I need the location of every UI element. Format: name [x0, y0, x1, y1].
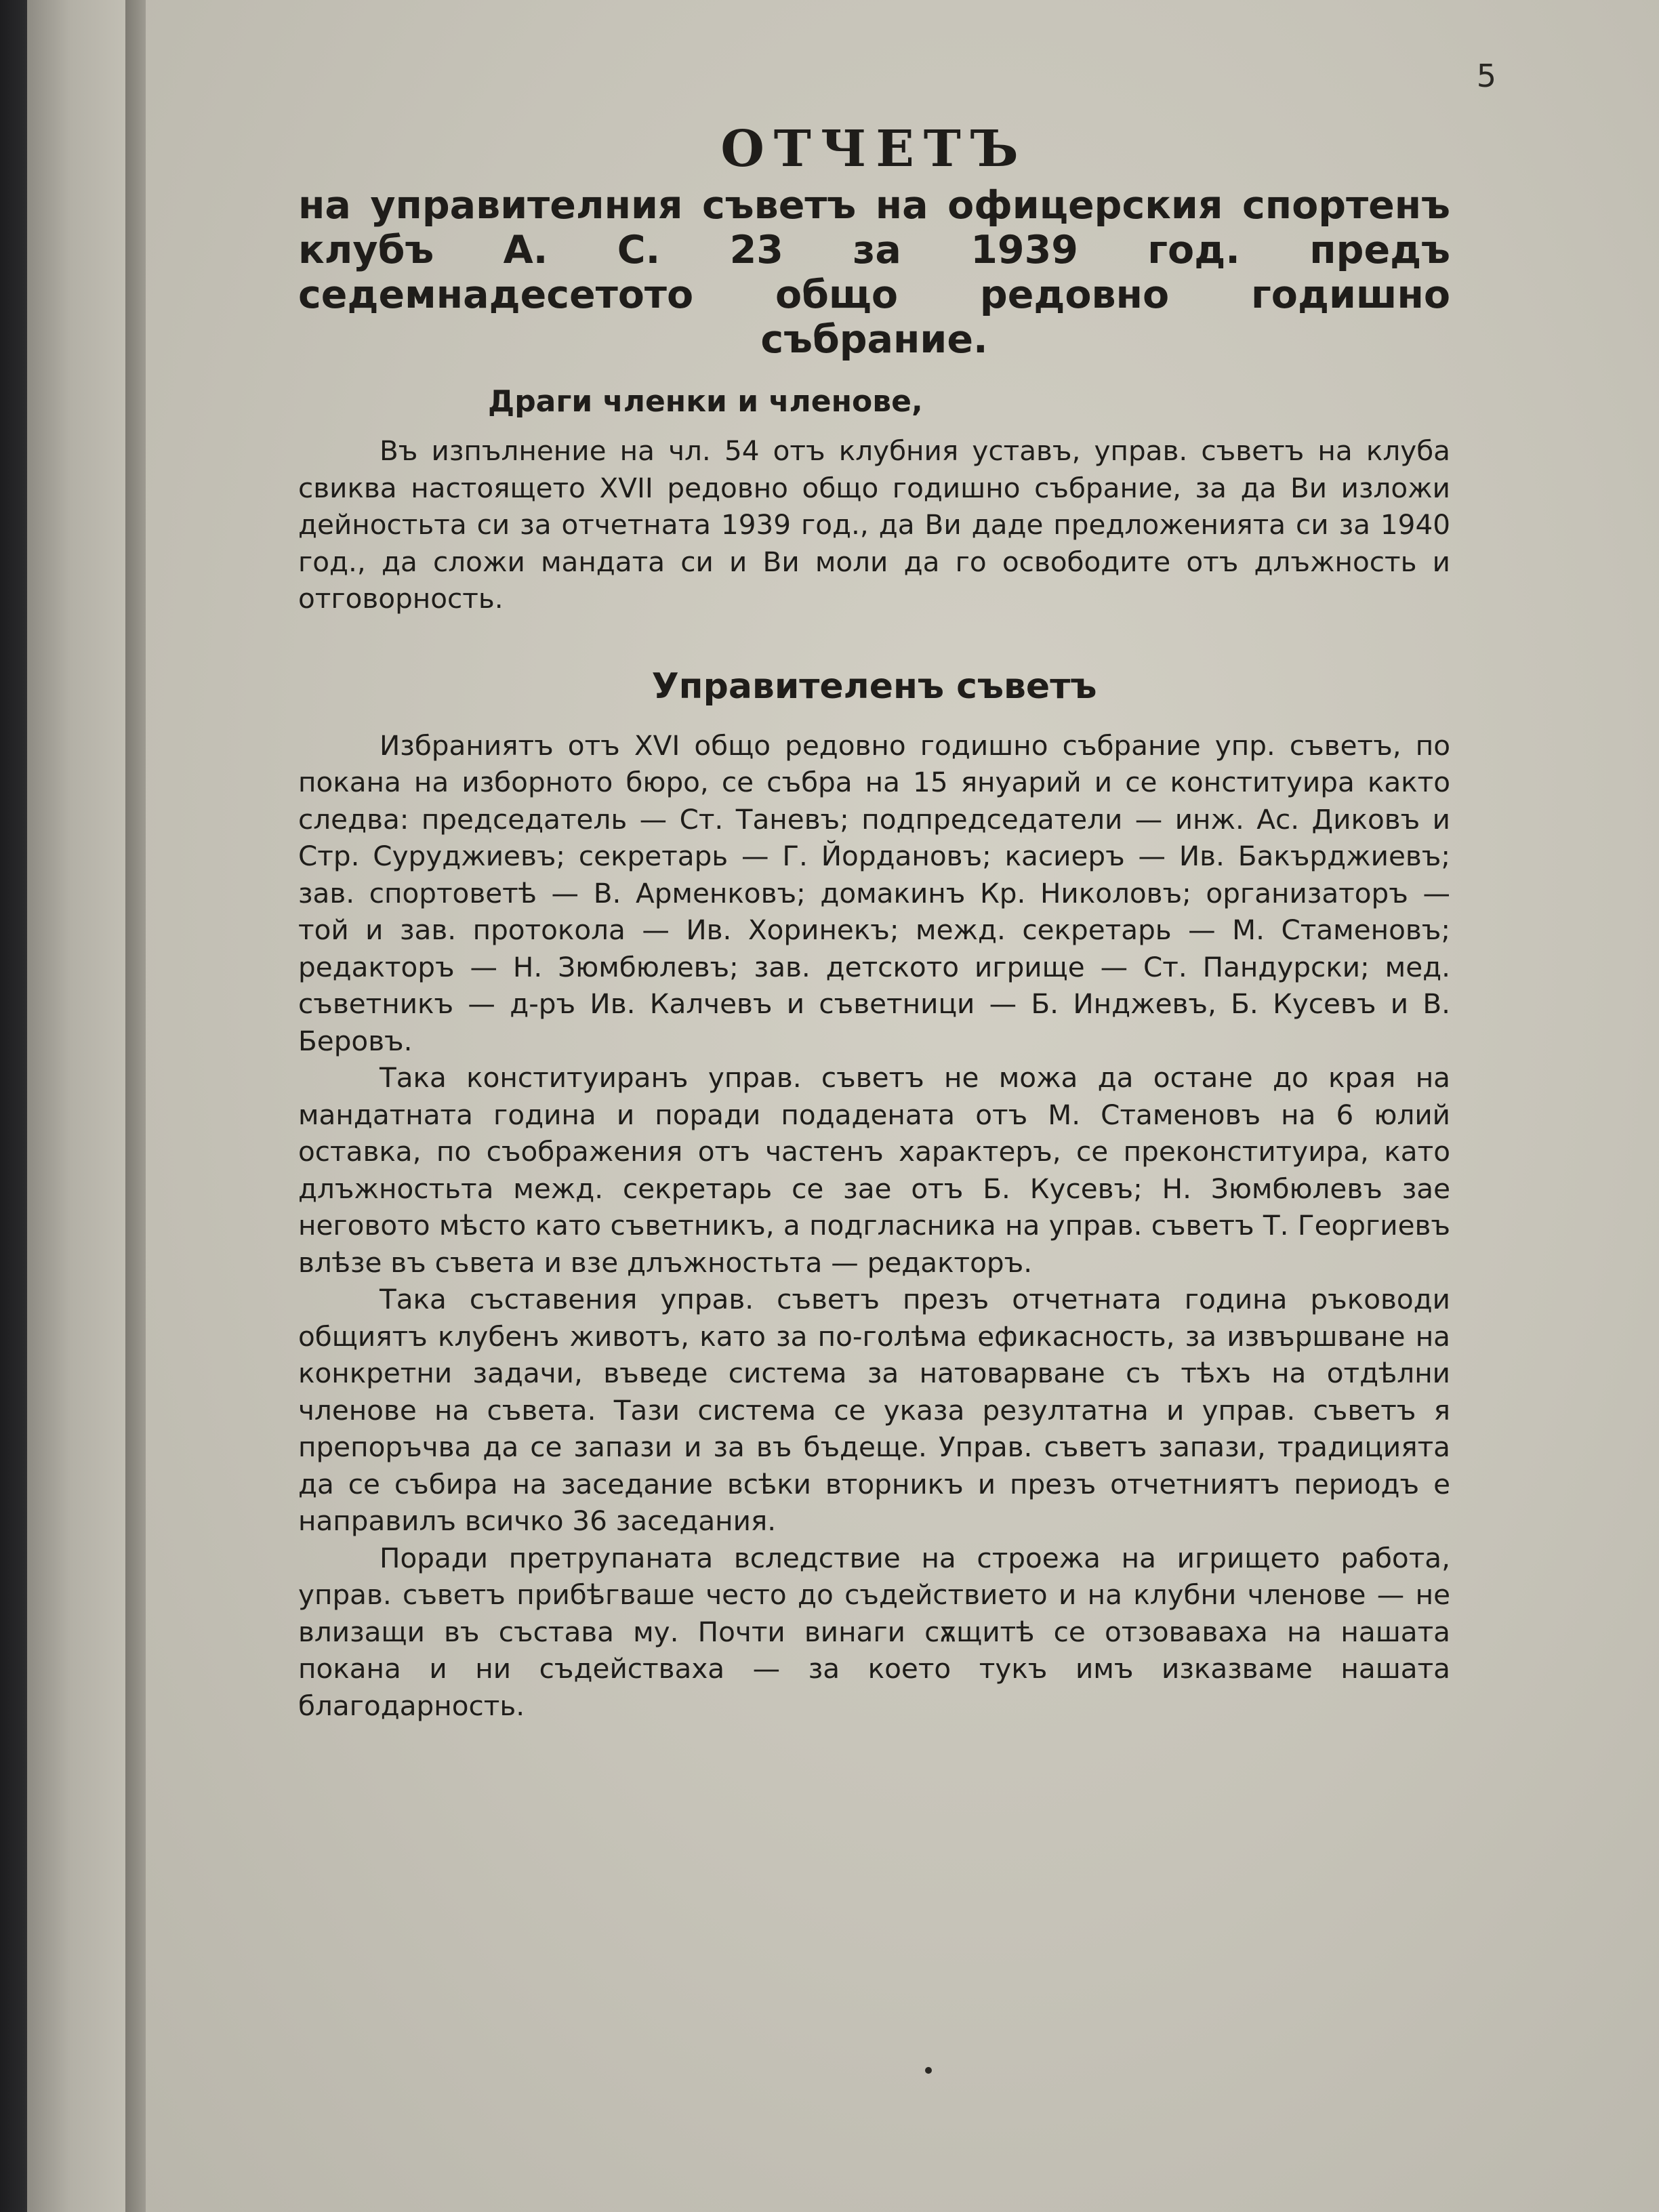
page-number: 5	[1476, 58, 1496, 94]
ink-dot	[925, 2067, 932, 2074]
body-paragraph: Избраниятъ отъ XVI общо редовно годишно събрание упр. съветъ, по покана на изборното бюро, се събра на 15 януарий и се конституира както следва: председатель — Ст. Таневъ; подпредседатели — инж. Ас. Диковъ и Стр. Суруджиевъ; секретарь — Г. Йордановъ; касиеръ — Ив. Бакърджиевъ; зав. спортоветѣ — В. Арменковъ; домакинъ Кр. Николовъ; организаторъ — той и зав. протокола — Ив. Хоринекъ; межд. секретарь — М. Стаменовъ; редакторъ — Н. Зюмбюлевъ; зав. детското игрище — Ст. Пандурски; мед. съветникъ — д-ръ Ив. Калчевъ и съветници — Б. Инджевъ, Б. Кусевъ и В. Беровъ.	[298, 729, 1450, 1057]
section-heading: Управителенъ съветъ	[651, 665, 1097, 707]
intro-paragraph: Въ изпълнение на чл. 54 отъ клубния уставъ, управ. съветъ на клуба свиква настоящето XVII редовно общо годишно събрание, за да Ви изложи дейностьта си за отчетната 1939 год., да Ви даде предложенията си за 1940 год., да сложи мандата си и Ви моли да го освободите отъ длъжность и отговорность.	[298, 434, 1450, 615]
left-page-edge	[27, 0, 136, 2212]
salutation: Драги членки и членове,	[488, 384, 923, 419]
body-paragraph: Така конституиранъ управ. съветъ не можа да остане до края на мандатната година и поради подадената отъ М. Стаменовъ на 6 юлий оставка, по съображения отъ частенъ характеръ, се преконституира, като длъжностьта межд. секретарь се зае отъ Б. Кусевъ; Н. Зюмбюлевъ зае неговото мѣсто като съветникъ, а подгласника на управ. съветъ Т. Георгиевъ влѣзе въ съвета и взе длъжностьта — редакторъ.	[298, 1061, 1450, 1279]
book-page	[146, 0, 1659, 2212]
page-content	[298, 122, 1450, 1724]
body-paragraph: Поради претрупаната вследствие на строежа на игрището работа, управ. съветъ прибѣгваше често до съдействието и на клубни членове — не влизащи въ състава му. Почти винаги сѫщитѣ се отзоваваха на нашата покана и ни съдействаха — за което тукъ имъ изказваме нашата благодарность.	[298, 1541, 1450, 1722]
document-subtitle: на управителния съветъ на офицерския спортенъ клубъ А. С. 23 за 1939 год. предъ седемнадесетото общо редовно годишно събрание.	[298, 183, 1450, 362]
body-paragraph: Така съставения управ. съветъ презъ отчетната година ръководи общиятъ клубенъ животъ, като за по-голѣма ефикасность, за извършване на конкретни задачи, въведе система за натоварване съ тѣхъ на отдѣлни членове на съвета. Тази система се указа резултатна и управ. съветъ я препоръчва да се запази и за въ бъдеще. Управ. съветъ запази, традицията да се събира на заседание всѣки вторникъ и презъ отчетниятъ периодъ е направилъ всичко 36 заседания.	[298, 1283, 1450, 1537]
document-title: ОТЧЕТЪ	[720, 120, 1028, 178]
